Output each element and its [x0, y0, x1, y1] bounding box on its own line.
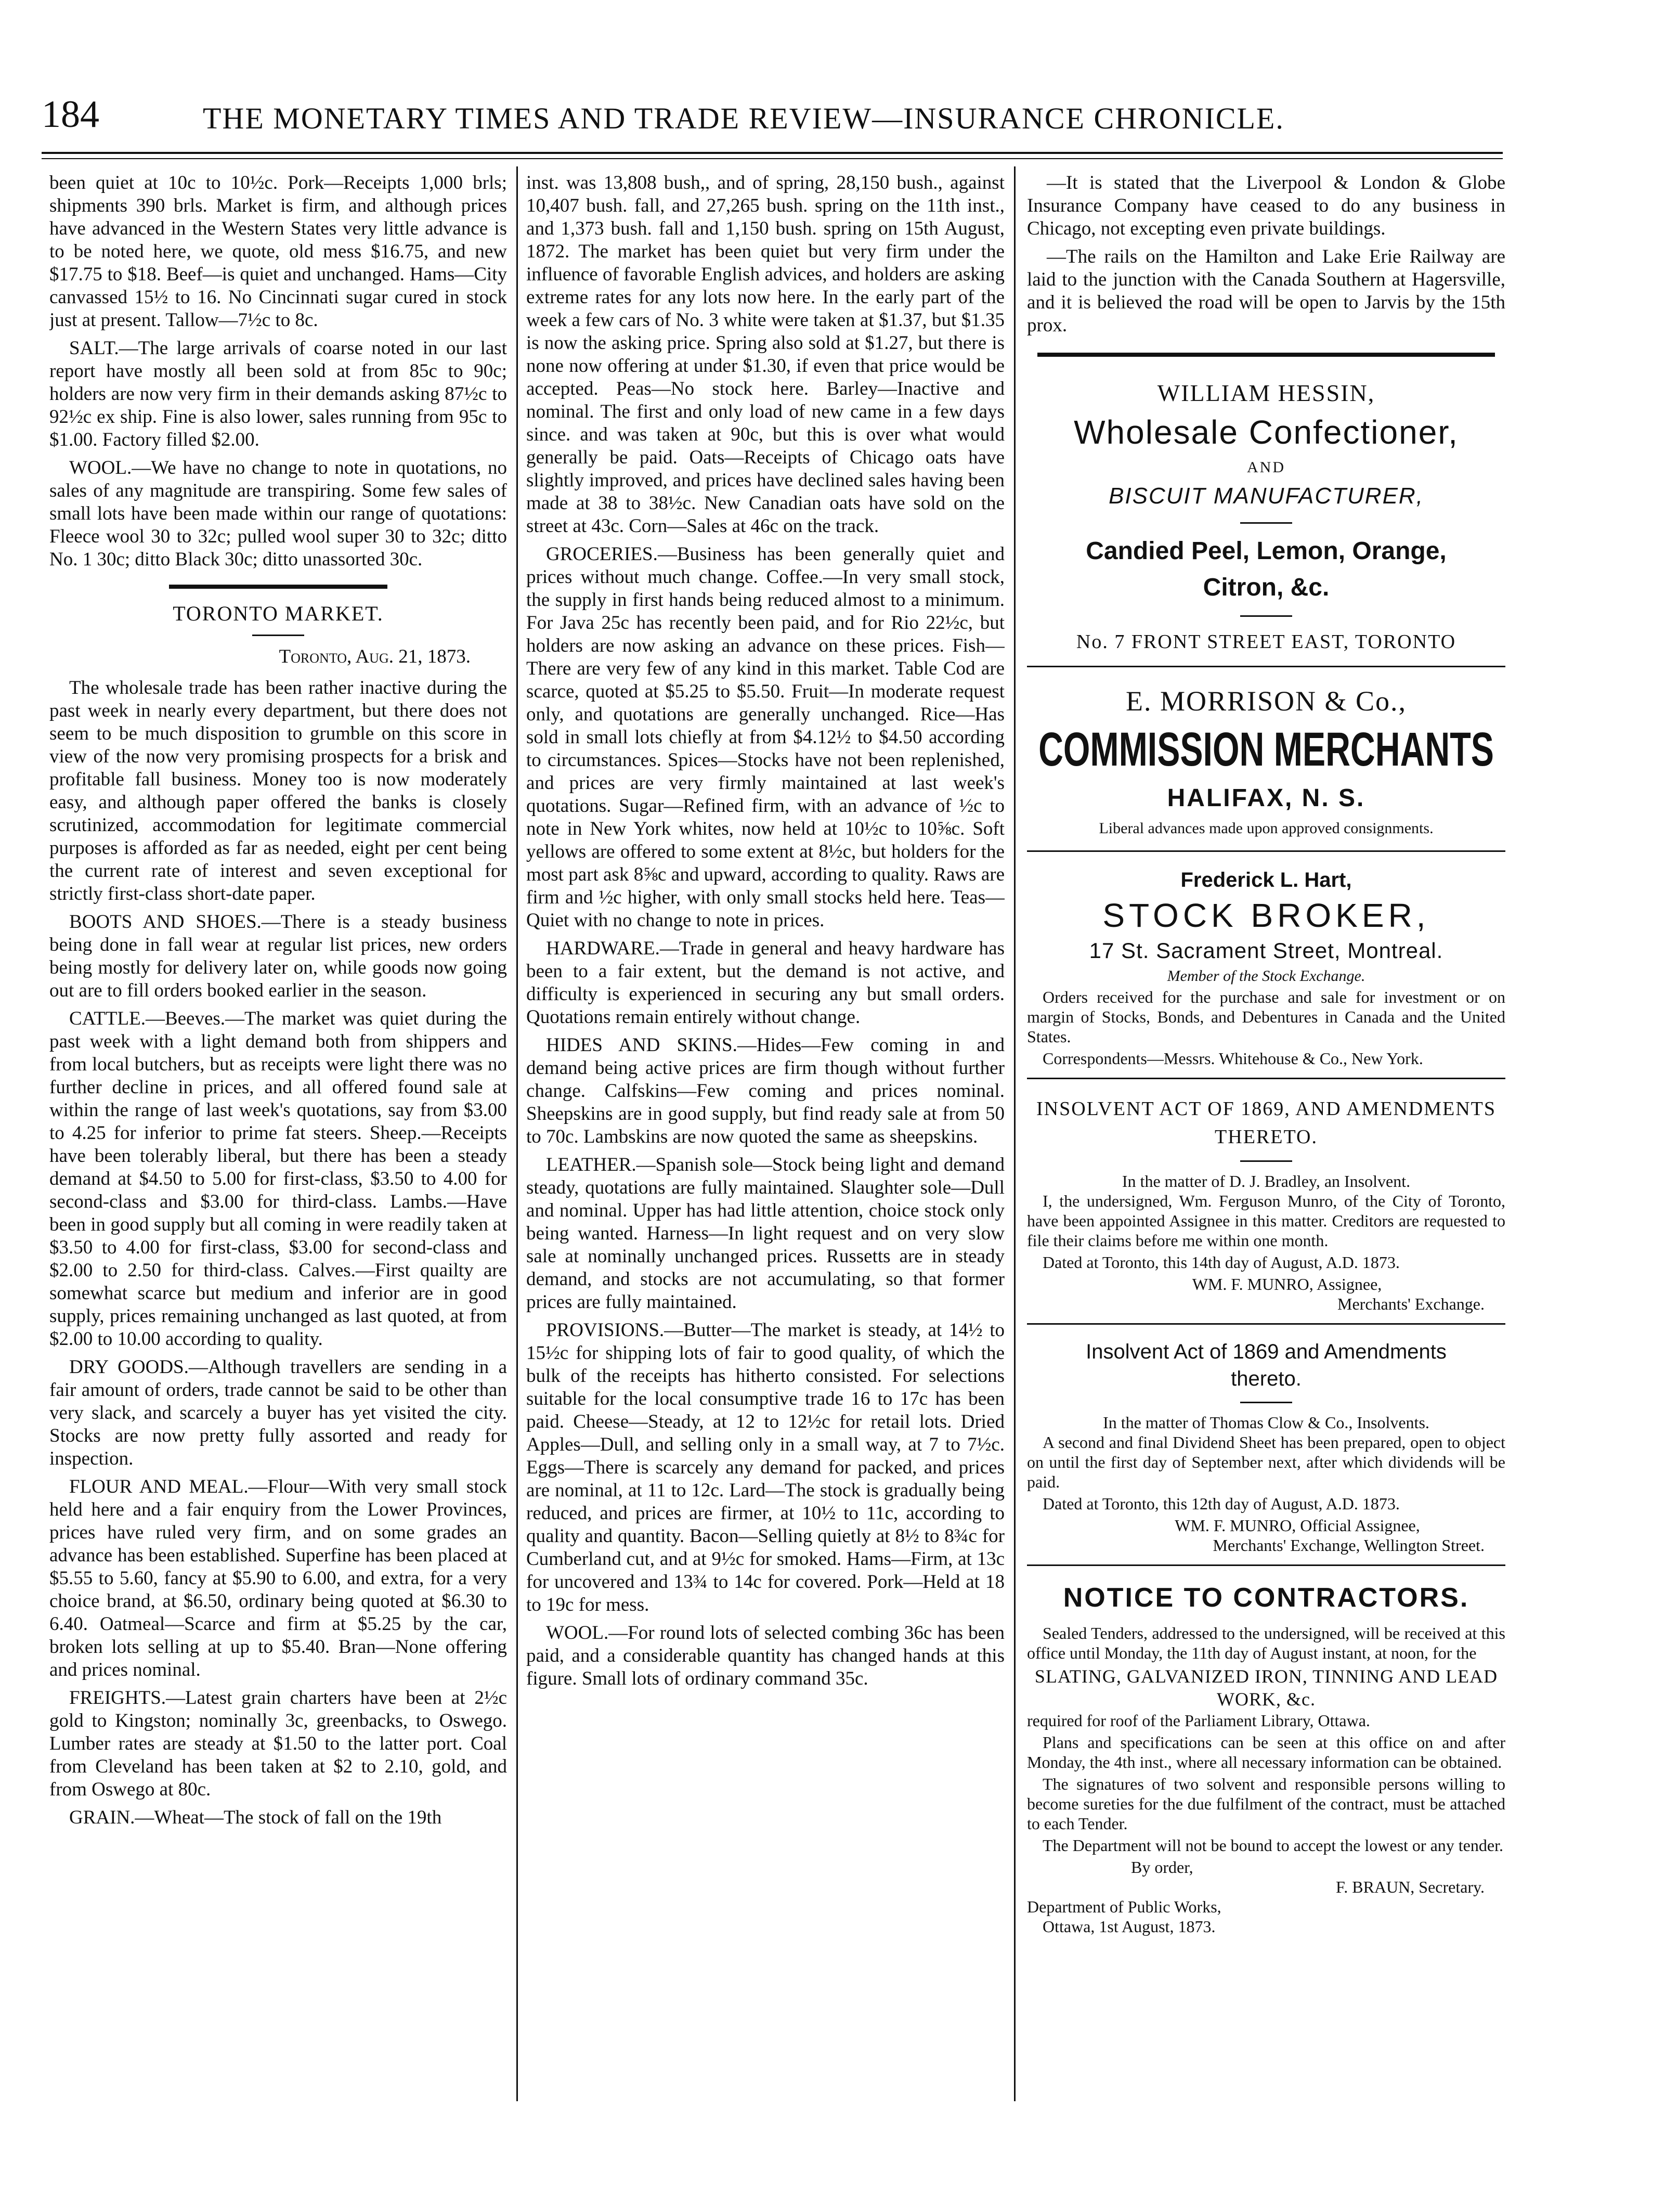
flour-paragraph: FLOUR AND MEAL.—Flour—With very small stock held here and a fair enquiry from the Lower Provinces, prices have ruled very firm, and on some grades an advance has been established. Superfine has been placed at $5.55 to 5.60, fancy at $5.90 to 6.00, and extra, for a very choice brand, at $6.50, ordinary being quoted at $6.30 to 6.40. Oatmeal—Scarce and firm at $5.25 by the car, broken lots selling at up to $5.40. Bran—None offering and prices nominal.: [49, 1476, 507, 1680]
morrison-name: E. MORRISON & Co.,: [1125, 685, 1407, 717]
short-rule: [1240, 615, 1292, 617]
ad-rule: [1027, 1564, 1505, 1566]
toronto-market-heading: TORONTO MARKET.: [173, 602, 384, 625]
contractors-by-order: By order,: [1131, 1858, 1193, 1877]
short-rule: [1240, 1160, 1292, 1162]
insolvent-2-matter: In the matter of Thomas Clow & Co., Insolvents.: [1103, 1413, 1429, 1432]
morrison-title: COMMISSION MERCHANTS: [1038, 723, 1494, 776]
hart-orders: Orders received for the purchase and sale for investment or on margin of Stocks, Bonds, and Debentures in Canada and the United States.: [1027, 988, 1505, 1046]
hart-member: Member of the Stock Exchange.: [1167, 967, 1365, 985]
hart-address: 17 St. Sacrament Street, Montreal.: [1089, 938, 1443, 963]
groceries-paragraph: GROCERIES.—Business has been generally quiet and prices without much change. Coffee.—In very small stock, the supply in first hands being reduced almost to a minimum. For Java 25c has recently been paid, and for Rio 22½c, but holders are now asking an advance on these prices. Fish—There are very few of any kind in this market. Table Cod are scarce, quoted at $5.25 to $5.50. Fruit—In moderate request only, and quotations are generally unchanged. Rice—Has sold in small lots chiefly at from $4.12½ to $4.50 according to circumstances. Spices—Stocks have not been replenished, and prices are very firmly maintained at last week's quotations. Sugar—Refined firm, with an advance of ½c to note in New York whites, now held at 10½c to 10⅝c. Soft yellows are offered to some extent at 8½c, but holders for the most part ask 8⅝c and upward, according to quality. Raws are firm and ½c higher, with only small stocks held here. Teas—Quiet with no change to note in prices.: [526, 544, 1005, 931]
header-rule-bottom: [42, 158, 1503, 159]
morrison-tagline: Liberal advances made upon approved consignments.: [1099, 820, 1434, 837]
contractors-body: [1027, 1623, 1505, 1936]
wool-paragraph-2: WOOL.—For round lots of selected combing 36c has been paid, and a considerable quantity has changed hands at this figure. Small lots of ordinary command 35c.: [526, 1622, 1005, 1689]
insolvent-2-body: [1027, 1413, 1505, 1555]
news-railway: —The rails on the Hamilton and Lake Erie Railway are laid to the junction with the Canada Southern at Hagersville, and it is believed the road will be open to Jarvis by the 15th prox.: [1027, 246, 1505, 336]
insolvent-1-title: INSOLVENT ACT OF 1869, AND AMENDMENTS THERETO.: [1036, 1098, 1497, 1148]
contractors-notice: [1027, 1580, 1505, 1936]
insolvent-1-text: I, the undersigned, Wm. Ferguson Munro, of the City of Toronto, have been appointed Assignee in this matter. Creditors are requested to file their claims before me within one month.: [1027, 1192, 1505, 1250]
page-header: [21, 88, 1492, 151]
hart-title: STOCK BROKER,: [1102, 897, 1430, 934]
grain-paragraph: GRAIN.—Wheat—The stock of fall on the 19th: [69, 1807, 442, 1828]
leather-paragraph: LEATHER.—Spanish sole—Stock being light and demand steady, quotations are fully maintained. Slaughter sole—Dull and nominal. Upper has had little attention, choice stock only being wanted. Harness—In light request and on very slow sale at nominally unchanged prices. Russetts are in steady demand, and stocks are not accumulating, so that former prices are fully maintained.: [526, 1154, 1005, 1313]
provisions-paragraph: PROVISIONS.—Butter—The market is steady, at 14½ to 15½c for shipping lots of fair to good quality, of which the bulk of the receipts has hitherto consisted. For selections suitable for the local consumptive trade 16 to 17c has been paid. Cheese—Steady, at 12 to 12½c for retail lots. Dried Apples—Dull, and selling only in a small way, at 7 to 7½c. Eggs—There is scarcely any demand for packed, and prices are nominal, at 11 to 12c. Lard—The stock is gradually being reduced, and prices are firmer, at 10½ to 11c, according to quality and quantity. Bacon—Selling quietly at 8½ to 8¾c for Cumberland cut, and at 9½c for smoked. Hams—Firm, at 13c for uncovered and 13¾ to 14c for covered. Pork—Held at 18 to 19c for mess.: [526, 1320, 1005, 1615]
column-divider-1: [516, 166, 518, 2101]
insolvent-1-sig2: Merchants' Exchange.: [1337, 1295, 1485, 1313]
insolvent-1-sig1: WM. F. MUNRO, Assignee,: [1192, 1275, 1382, 1293]
ad-rule: [1027, 666, 1505, 667]
column-1: [49, 172, 507, 2096]
insolvent-1-matter: In the matter of D. J. Bradley, an Insolvent.: [1122, 1172, 1411, 1191]
hessin-address: No. 7 FRONT STREET EAST, TORONTO: [1076, 631, 1456, 653]
contractors-dept-name: Department of Public Works,: [1027, 1897, 1221, 1916]
insolvent-2-text: A second and final Dividend Sheet has been prepared, open to object on until the first day of September next, after which dividends will be paid.: [1027, 1433, 1505, 1491]
contractors-purpose: required for roof of the Parliament Library, Ottawa.: [1027, 1711, 1370, 1730]
insolvent-2-dated: Dated at Toronto, this 12th day of August, A.D. 1873.: [1043, 1494, 1400, 1513]
hart-ad: [1027, 865, 1505, 1068]
hart-name: Frederick L. Hart,: [1180, 869, 1352, 891]
short-rule: [1240, 522, 1292, 524]
column-2: [526, 172, 1005, 2096]
insolvent-2-sig2: Merchants' Exchange, Wellington Street.: [1213, 1536, 1485, 1555]
column-3: [1027, 172, 1505, 2096]
ad-rule: [1027, 1078, 1505, 1079]
page-title: THE MONETARY TIMES AND TRADE REVIEW—INSURANCE CHRONICLE.: [203, 101, 1284, 135]
cattle-paragraph: CATTLE.—Beeves.—The market was quiet during the past week with a light demand both from shippers and from local butchers, but as receipts were light there was no further decline in prices, and all offered found sale at within the range of last week's quotations, say from $3.00 to 4.25 for inferior to prime fat steers. Sheep.—Receipts have been tolerably liberal, but there has been a steady demand at $4.50 to 5.00 for first-class, $3.50 to 4.00 for second-class and $3.00 for third-class. Lambs.—Have been in good supply but all coming in were readily taken at $3.50 to 4.00 for first-class, $3.00 for second-class and $2.00 to 2.50 for third-class. Calves.—First quailty are somewhat scarce but medium and inferior are in good supply, prices remaining unchanged as last quoted, at from $2.00 to 10.00 according to quality.: [49, 1008, 507, 1350]
contractors-department: The Department will not be bound to accept the lowest or any tender.: [1043, 1836, 1503, 1855]
contractors-dept-date: Ottawa, 1st August, 1873.: [1043, 1917, 1216, 1936]
hessin-title: Wholesale Confectioner,: [1074, 413, 1459, 451]
hardware-paragraph: HARDWARE.—Trade in general and heavy hardware has been to a fair extent, but the demand is not active, and difficulty is experienced in securing any but small orders. Quotations remain entirely without change.: [526, 938, 1005, 1028]
insolvent-notice-1: [1027, 1095, 1505, 1314]
contractors-plans: Plans and specifications can be seen at this office on and after Monday, the 4th inst., where all necessary information can be obtained.: [1027, 1733, 1505, 1771]
contractors-tenders: Sealed Tenders, addressed to the undersigned, will be received at this office until Monday, the 11th day of August instant, at noon, for the: [1027, 1624, 1505, 1662]
news-liverpool: —It is stated that the Liverpool & London & Globe Insurance Company have ceased to do any business in Chicago, not excepting even private buildings.: [1027, 172, 1505, 239]
insolvent-notice-2: [1027, 1338, 1505, 1555]
contractors-work: SLATING, GALVANIZED IRON, TINNING AND LEAD WORK, &c.: [1034, 1666, 1498, 1710]
intro-paragraph: The wholesale trade has been rather inactive during the past week in nearly every department, but there does not seem to be much disposition to grumble on this score in view of the now very promising prospects for a brisk and profitable fall business. Money too is now moderately easy, and although paper offered the banks is closely scrutinized, accommodation for legitimate commercial purposes is afforded as far as needed, eight per cent being the current rate of interest and seven exceptional for strictly first-class short-date paper.: [49, 677, 507, 904]
contractors-title: NOTICE TO CONTRACTORS.: [1063, 1583, 1469, 1613]
section-rule: [169, 585, 387, 589]
short-rule: [1240, 1402, 1292, 1403]
hart-body: [1027, 987, 1505, 1068]
boots-paragraph: BOOTS AND SHOES.—There is a steady business being done in fall wear at regular list prices, new orders being mostly for delivery later on, while goods now going out are to fill orders booked earlier in the season.: [49, 911, 507, 1001]
insolvent-2-sig1: WM. F. MUNRO, Official Assignee,: [1175, 1516, 1420, 1535]
hides-paragraph: HIDES AND SKINS.—Hides—Few coming in and demand being active prices are firm though without further change. Calfskins—Few coming and prices nominal. Sheepskins are in good supply, but find ready sale at from 50 to 70c. Lambskins are now quoted the same as sheepskins.: [526, 1034, 1005, 1147]
dry-goods-paragraph: DRY GOODS.—Although travellers are sending in a fair amount of orders, trade cannot be said to be other than very slack, and scarcely a buyer has yet visited the city. Stocks are now pretty fully assorted and ready for inspection.: [49, 1356, 507, 1469]
contractors-secretary: F. BRAUN, Secretary.: [1336, 1878, 1485, 1896]
insolvent-1-body: [1027, 1171, 1505, 1314]
ad-rule: [1027, 850, 1505, 852]
wool-paragraph: WOOL.—We have no change to note in quotations, no sales of any magnitude are transpiring. Some few sales of small lots have been made within our range of quotations: Fleece wool 30 to 32c; pulled wool super 30 to 32c; ditto No. 1 30c; ditto Black 30c; ditto unassorted 30c.: [49, 457, 507, 570]
insolvent-1-dated: Dated at Toronto, this 14th day of August, A.D. 1873.: [1043, 1253, 1400, 1272]
morrison-ad: [1027, 683, 1505, 840]
ad-rule: [1037, 353, 1495, 357]
hessin-ad: [1027, 378, 1505, 657]
pork-paragraph: been quiet at 10c to 10½c. Pork—Receipts 1,000 brls; shipments 390 brls. Market is firm, and although prices have advanced in the Western States very little advance is to be noted here, we quote, old mess $16.75, and new $17.75 to $18. Beef—is quiet and unchanged. Hams—City canvassed 15½ to 16. No Cincinnati sugar cured in stock just at present. Tallow—7½c to 8c.: [49, 172, 507, 331]
hessin-and: AND: [1247, 459, 1285, 476]
short-rule: [252, 635, 304, 636]
salt-paragraph: SALT.—The large arrivals of coarse noted in our last report have mostly all been sold at from 85c to 90c; holders are now very firm in their demands asking 87½c to 92½c ex ship. Fine is also lower, sales running from 95c to $1.00. Factory filled $2.00.: [49, 338, 507, 450]
header-rule-top: [42, 152, 1503, 154]
column-divider-2: [1014, 166, 1016, 2101]
page-number: 184: [42, 93, 99, 136]
hart-correspondents: Correspondents—Messrs. Whitehouse & Co., New York.: [1043, 1049, 1423, 1068]
dateline: Toronto, Aug. 21, 1873.: [279, 646, 471, 667]
ad-rule: [1027, 1323, 1505, 1325]
hessin-subtitle: BISCUIT MANUFACTURER,: [1109, 483, 1424, 509]
hessin-products: Candied Peel, Lemon, Orange, Citron, &c.: [1086, 537, 1447, 601]
freights-paragraph: FREIGHTS.—Latest grain charters have been at 2½c gold to Kingston; nominally 3c, greenbacks, to Oswego. Lumber rates are steady at $1.50 to the latter port. Coal from Cleveland has been taken at $2 to 2.10, gold, and from Oswego at 80c.: [49, 1687, 507, 1800]
grain-continued-paragraph: inst. was 13,808 bush,, and of spring, 28,150 bush., against 10,407 bush. fall, and 27,265 bush. spring on the 11th inst., and 1,373 bush. fall and 1,150 bush. spring on 15th August, 1872. The market has been quiet but very firm under the influence of favorable English advices, and holders are asking extreme rates for any lots now here. In the early part of the week a few cars of No. 3 white were taken at $1.37, but $1.35 is now the asking price. Spring also sold at $1.27, but there is none now offering at under $1.30, if even that price would be accepted. Peas—No stock here. Barley—Inactive and nominal. The first and only load of new came in a few days since. and was taken at 90c, but this is over what would generally be paid. Oats—Receipts of Chicago oats have slightly improved, and prices have declined sales having been made at 38 to 38½c. New Canadian oats have sold on the street at 43c. Corn—Sales at 46c on the track.: [526, 172, 1005, 537]
contractors-signatures: The signatures of two solvent and responsible persons willing to become sureties for the due fulfilment of the contract, must be attached to each Tender.: [1027, 1775, 1505, 1833]
insolvent-2-title: Insolvent Act of 1869 and Amendments thereto.: [1086, 1340, 1447, 1390]
hessin-name: WILLIAM HESSIN,: [1157, 380, 1375, 406]
morrison-city: HALIFAX, N. S.: [1167, 784, 1365, 812]
